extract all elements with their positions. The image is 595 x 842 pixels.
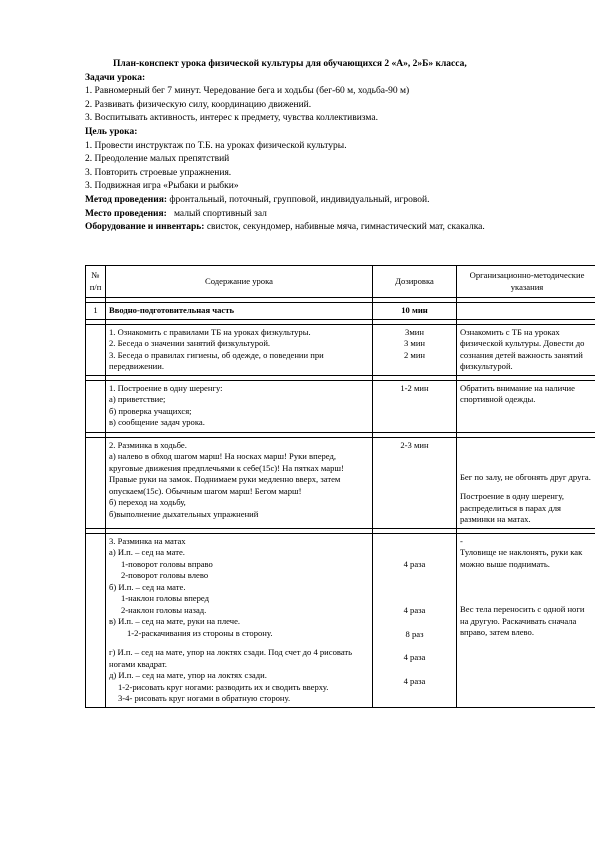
goal-item: 2. Преодоление малых препятствий [85, 154, 230, 165]
table-row [86, 437, 595, 528]
row-org: Ознакомить с ТБ на уроках физической культуры. Довести до сознания детей важность занятий физкультурой. [457, 324, 595, 375]
section-title: Вводно-подготовительная часть [106, 303, 373, 320]
section-dose: 10 мин [373, 303, 457, 320]
table-header-row [86, 266, 595, 298]
place-value: малый спортивный зал [166, 208, 267, 219]
row-dose: 4 раза 4 раза 8 раз 4 раза 4 раза [373, 533, 457, 707]
place-label: Место проведения: [85, 208, 167, 219]
goal-item: 3. Повторить строевые упражнения. [85, 167, 232, 178]
row-org: Обратить внимание на наличие спортивной одежды. [457, 380, 595, 432]
row-org: - Туловище не наклонять, руки как можно выше поднимать. Вес тела переносить с одной ноги на другую. Раскачивать сначала вправо, затем влево. [457, 533, 595, 707]
table-row [86, 303, 595, 320]
header-dose: Дозировка [373, 266, 457, 298]
goal-item: 3. Подвижная игра «Рыбаки и рыбки» [85, 181, 239, 192]
header-content: Содержание урока [106, 266, 373, 298]
row-dose: 3мин 3 мин 2 мин [373, 324, 457, 375]
section-number: 1 [86, 303, 106, 320]
table-row [86, 533, 595, 707]
equipment-line [85, 221, 585, 235]
row-content: 1. Ознакомить с правилами ТБ на уроках физкультуры. 2. Беседа о значении занятий физкультурой. 3. Беседа о правилах гигиены, об одежде, о поведении при передвижении. [106, 324, 373, 375]
method-value: фронтальный, поточный, групповой, индивидуальный, игровой. [167, 194, 430, 205]
task-item: 1. Равномерный бег 7 минут. Чередование бега и ходьбы (бег-60 м, ходьба-90 м) [85, 86, 410, 97]
document-title: План-конспект урока физической культуры для обучающихся 2 «А», 2»Б» класса, [113, 59, 467, 69]
header-number: № п/п [86, 266, 106, 298]
header-org: Организационно-методические указания [457, 266, 595, 298]
row-org: Бег по залу, не обгонять друг друга. Построение в одну шеренгу, распределиться в парах для разминки на матах. [457, 437, 595, 528]
row-dose: 2-3 мин [373, 437, 457, 528]
lesson-header [85, 58, 585, 235]
row-content: 2. Разминка в ходьбе. а) налево в обход шагом марш! На носках марш! Руки вперед, круговые движения предплечьями к себе(15с)! На пятках марш! Правые руки на замок. Поднимаем руки медленно вверх, затем опускаем(15с). Обычным шагом марш! Бегом марш! б) переход на ходьбу, б)выполнение дыхательных упражнений [106, 437, 373, 528]
method-line [85, 194, 585, 208]
equipment-label: Оборудование и инвентарь: [85, 222, 205, 233]
table-row [86, 324, 595, 375]
tasks-label: Задачи урока: [85, 72, 146, 83]
row-content: 1. Построение в одну шеренгу: а) приветствие; б) проверка учащихся; в) сообщение задач урока. [106, 380, 373, 432]
place-line [85, 208, 585, 222]
lesson-plan-table [85, 265, 595, 708]
table-row [86, 380, 595, 432]
row-dose: 1-2 мин [373, 380, 457, 432]
goals-label: Цель урока: [85, 126, 138, 137]
task-item: 2. Развивать физическую силу, координацию движений. [85, 99, 312, 110]
goal-item: 1. Провести инструктаж по Т.Б. на уроках физической культуры. [85, 140, 347, 151]
method-label: Метод проведения: [85, 194, 168, 205]
equipment-value: свисток, секундомер, набивные мяча, гимнастический мат, скакалка. [204, 222, 485, 233]
row-content: 3. Разминка на матах а) И.п. – сед на мате. 1-поворот головы вправо 2-поворот головы влево б) И.п. – сед на мате. 1-наклон головы вперед 2-наклон головы назад. в) И.п. – сед на мате, руки на плече. 1-2-раскачивания из стороны в сторону. г) И.п. – сед на мате, упор на локтях сзади. Под счет до 4 рисовать ногами квадрат. д) И.п. – сед на мате, упор на локтях сзади. 1-2-рисовать круг ногами: разводить их и сводить вверху. 3-4- рисовать круг ногами в обратную сторону. [106, 533, 373, 707]
task-item: 3. Воспитывать активность, интерес к предмету, чувства коллективизма. [85, 113, 378, 124]
